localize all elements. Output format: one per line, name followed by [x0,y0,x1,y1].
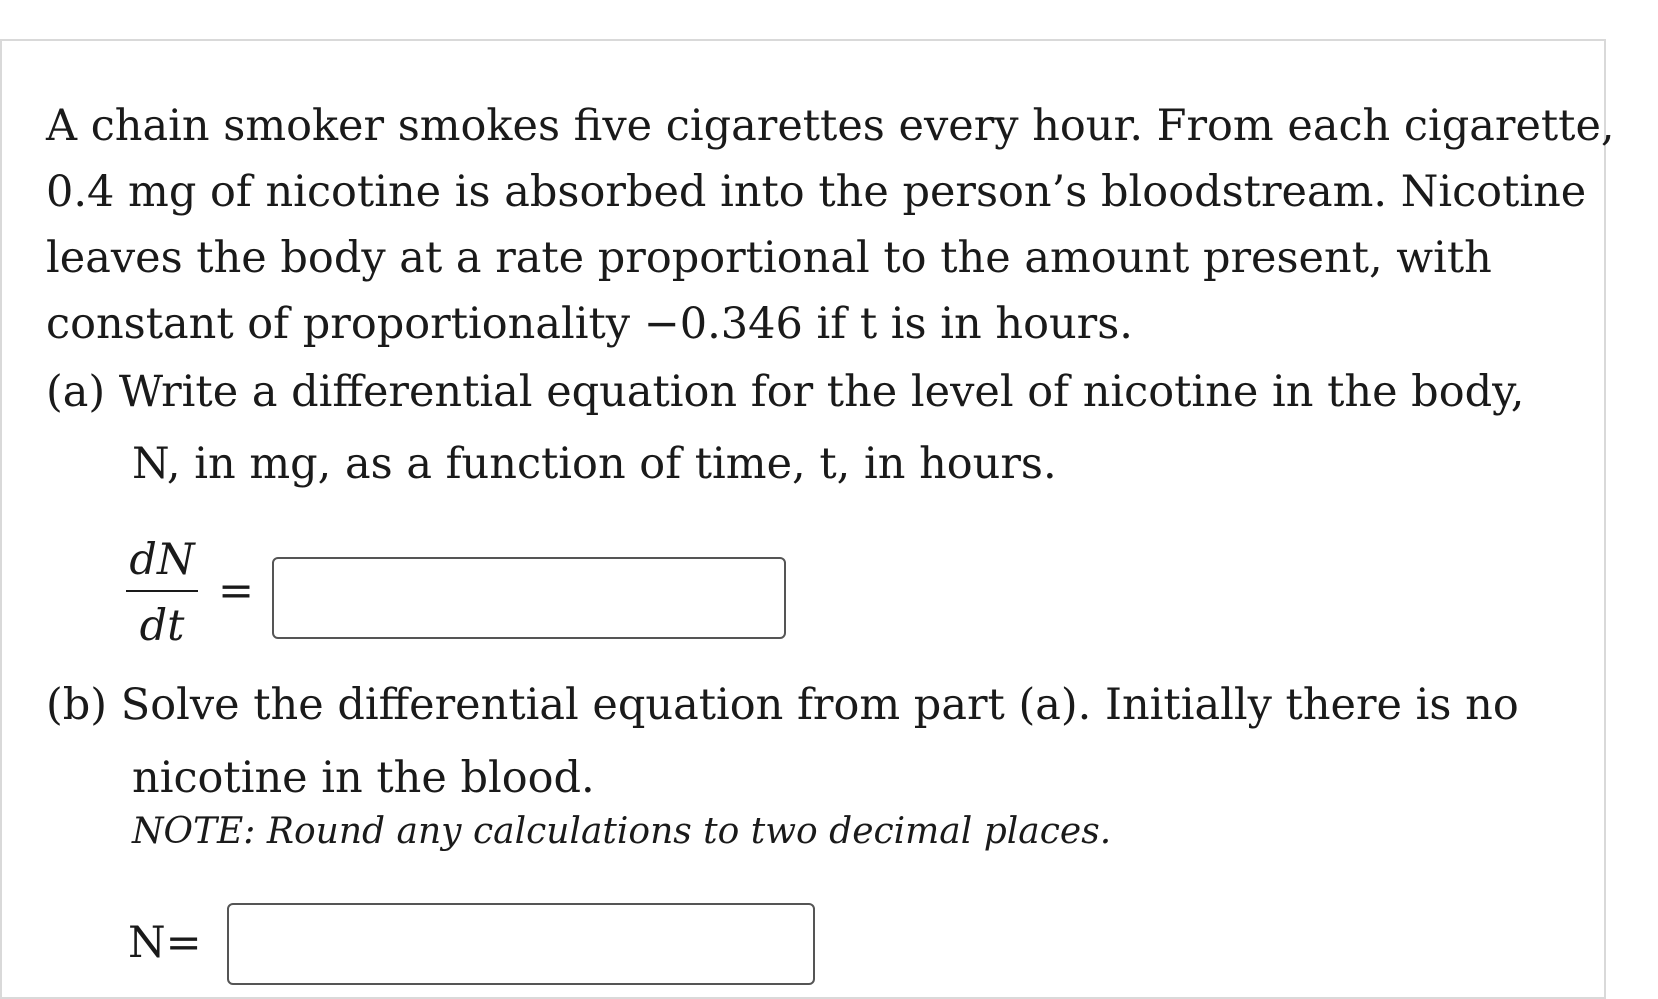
part-a-prompt-line-2: N, in mg, as a function of time, t, in hours. [132,439,1057,489]
part-b-prompt-line-1: (b) Solve the differential equation from part (a). Initially there is no [46,680,1519,730]
derivative-denominator: dt [139,601,185,651]
problem-line-3: leaves the body at a rate proportional to the amount present, with [46,233,1492,283]
derivative-fraction [124,534,200,652]
question-panel [0,39,1615,999]
problem-line-4: constant of proportionality −0.346 if t is in hours. [46,299,1133,349]
rounding-note: NOTE: Round any calculations to two decimal places. [132,811,1112,852]
derivative-numerator: dN [129,535,195,585]
part-b-answer-label: N= [128,918,202,968]
part-b-prompt-line-2: nicotine in the blood. [132,753,595,803]
part-a-prompt-line-1: (a) Write a differential equation for the level of nicotine in the body, [46,367,1525,417]
fraction-bar [126,590,198,592]
problem-line-1: A chain smoker smokes five cigarettes every hour. From each cigarette, [46,101,1615,151]
problem-statement [46,93,1615,357]
equals-sign: = [218,566,255,616]
part-b-answer-input[interactable] [227,903,815,985]
part-a-answer-input[interactable] [272,557,786,639]
problem-line-2: 0.4 mg of nicotine is absorbed into the person’s bloodstream. Nicotine [46,167,1587,217]
